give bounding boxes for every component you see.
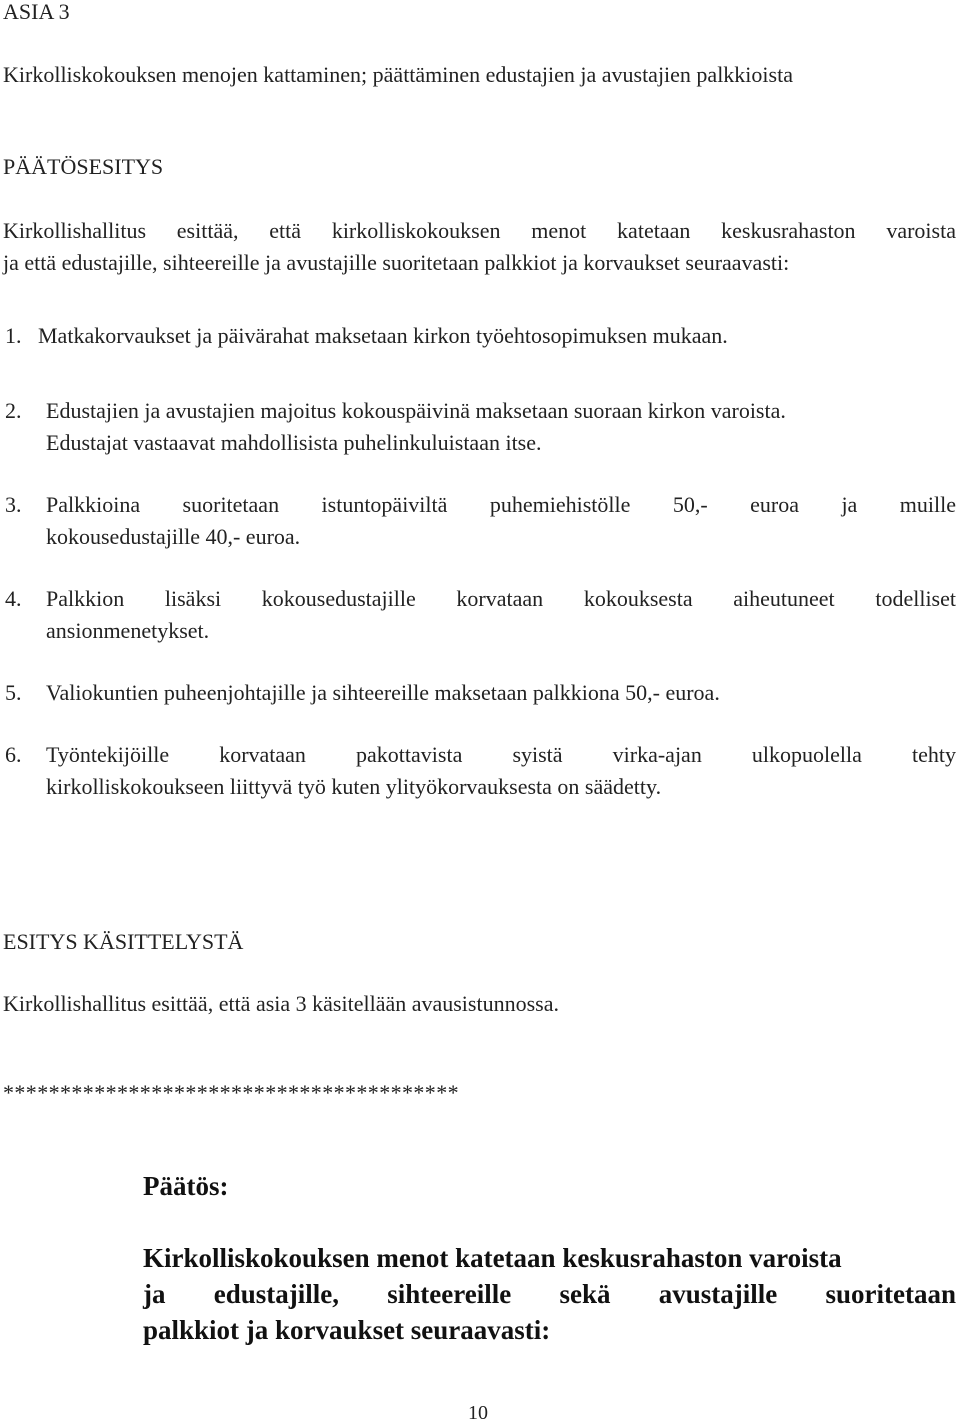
item-6-line-2: kirkolliskokoukseen liittyvä työ kuten ylityökorvauksesta on säädetty. [46,774,662,799]
item-4-number: 4. [5,586,22,611]
item-3-line-1: Palkkioina suoritetaan istuntopäiviltä puhemiehistölle 50,- euroa ja muille [46,492,956,517]
decision-line-3: palkkiot ja korvaukset seuraavasti: [143,1315,551,1345]
handling-text: Kirkollishallitus esittää, että asia 3 käsitellään avausistunnossa. [3,991,559,1016]
decision-line-2: ja edustajille, sihteereille sekä avustajille suoritetaan [143,1279,956,1309]
intro-line-2: ja että edustajille, sihteereille ja avustajille suoritetaan palkkiot ja korvaukset seuraavasti: [3,250,790,275]
item-2-line-1: Edustajien ja avustajien majoitus kokouspäivinä maksetaan suoraan kirkon varoista. [46,398,786,423]
intro-line-1: Kirkollishallitus esittää, että kirkolliskokouksen menot katetaan keskusrahaston varoista [3,218,956,243]
decision-label: Päätös: [143,1171,229,1201]
case-number: ASIA 3 [3,0,70,24]
item-4-line-2: ansionmenetykset. [46,618,210,643]
item-5-line-1: Valiokuntien puheenjohtajille ja sihteereille maksetaan palkkiona 50,- euroa. [46,680,720,705]
item-6-line-1: Työntekijöille korvataan pakottavista syistä virka-ajan ulkopuolella tehty [46,742,956,767]
decision-line-1: Kirkolliskokouksen menot katetaan keskusrahaston varoista [143,1243,842,1273]
item-6-number: 6. [5,742,22,767]
handling-heading: ESITYS KÄSITTELYSTÄ [3,929,244,954]
item-3-number: 3. [5,492,22,517]
item-4-line-1: Palkkion lisäksi kokousedustajille korvataan kokouksesta aiheutuneet todelliset [46,586,956,611]
item-2-number: 2. [5,398,22,423]
item-3-line-2: kokousedustajille 40,- euroa. [46,524,301,549]
item-2-line-2: Edustajat vastaavat mahdollisista puhelinkuluistaan itse. [46,430,542,455]
page-number: 10 [468,1402,488,1424]
item-5-number: 5. [5,680,22,705]
case-title: Kirkolliskokouksen menojen kattaminen; päättäminen edustajien ja avustajien palkkioista [3,62,793,87]
separator-asterisks: **************************************** [3,1080,459,1105]
item-1-line-1: Matkakorvaukset ja päivärahat maksetaan kirkon työehtosopimuksen mukaan. [38,323,728,348]
item-1-number: 1. [5,323,22,348]
proposal-heading: PÄÄTÖSESITYS [3,154,164,179]
